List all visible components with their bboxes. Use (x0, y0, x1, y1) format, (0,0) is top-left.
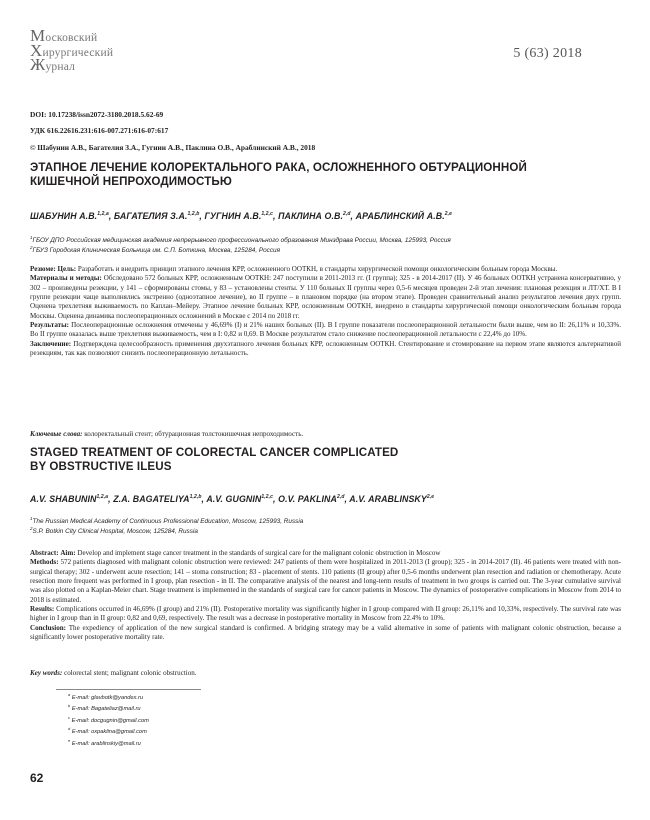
udk: УДК 616.22616.231:616-007.271:616-07:617 (30, 126, 169, 135)
abstract-ru (30, 265, 621, 358)
journal-logo (30, 26, 180, 82)
authors-en: A.V. SHABUNIN$^{1,2,a}$, Z.A. BAGATELIYA$^{1,2,b}$, A.V. GUGNIN$^{1,2,c}$, O.V. PAKLINA$^{2,d}$, A.V. ARABLINSKY$^{2,e}$ (30, 494, 435, 504)
author: Z.A. BAGATELIYA$^{1,2,b}$ (113, 494, 202, 504)
author: АРАБЛИНСКИЙ А.В.$^{2,e}$ (355, 211, 453, 221)
footnote-email: $^a$ E-mail: glavbotk@yandex.ru (68, 692, 144, 701)
footnotes (68, 691, 149, 748)
author: A.V. GUGNIN$^{1,2,c}$ (206, 494, 273, 504)
abstract-methods: Материалы и методы: Обследовано 572 больных КРР, осложненным ООТКН: 247 поступили в 2011-2013 гг. (I группа); 325 - в 2014-2017 (II). У 46 больных ООТКН устранена консервативно, у 302 – произведены резекции, у 141 – сформированы стомы, у 83 – установлены стенты. У 110 больных II группы через 0,5-6 месяцев проведен 2-й этап лечения: плановая резекция и ЛТ/ХТ. В I группе резекции чаще выполнялись экстренно (одноэтапное лечение), во II группе – в плановом порядке (на втором этапе). Проведен сравнительный анализ результатов лечения двух групп. Оценена трехлетняя выживаемость по Каплан–Мейеру. Этапное лечение больных КРР, осложненным ООТКН, внедрено в стандарты хирургической помощи онкологическим больным города Москвы. Оценена динамика послеоперационных осложнений в Москве с 2014 по 2018 гг. (30, 274, 622, 320)
article-title-ru: ЭТАПНОЕ ЛЕЧЕНИЕ КОЛОРЕКТАЛЬНОГО РАКА, ОСЛОЖНЕННОГО ОБТУРАЦИОННОЙ КИШЕЧНОЙ НЕПРОХОДИМОСТЬЮ (30, 161, 527, 188)
keywords-ru: Ключевые слова: колоректальный стент; обтурационная толстокишечная непроходимость. (30, 430, 304, 438)
footnote-email: $^c$ E-mail: docgugnin@gmail.com (68, 714, 149, 724)
author: ГУГНИН А.В.$^{1,2,c}$ (204, 211, 274, 221)
abstract-aim: Резюме: Цель: Разработать и внедрить принцип этапного лечения КРР, осложненного ООТКН, в стандарты хирургической помощи онкологическим больным города Москвы. (30, 265, 558, 273)
author: O.V. PAKLINA$^{2,d}$ (278, 494, 345, 504)
logo-line: Московский (30, 26, 98, 45)
footnote-email: $^d$ E-mail: oxpaklina@gmail.com (68, 726, 147, 736)
footnote-email: $^e$ E-mail: arablinskiy@mail.ru (68, 737, 141, 747)
authors-ru: ШАБУНИН А.В.$^{1,2,a}$, БАГАТЕЛИЯ З.А.$^{1,2,b}$, ГУГНИН А.В.$^{1,2,c}$, ПАКЛИНА О.В.$^{2,d}$, АРАБЛИНСКИЙ А.В.$^{2,e}$ (30, 211, 453, 221)
abstract-conclusion: Conclusion: The expediency of application of the new surgical standard is confirmed. A bridging strategy may be a valid alternative in some of patients with malignant colonic obstruction, because a significantly lower postoperative mortality rate. (30, 623, 621, 642)
abstract-results: Results: Complications occurred in 46,69% (I group) and 21% (II). Postoperative mortality was significantly higher in I group compared with II group: 26,11% and 10,33%, respectively. The survival rate was higher in I group than in II group: 0,82 and 0,69, respectively. The result was a decrease in postoperative mortality in Moscow from 22.4% to 10%. (30, 605, 621, 623)
copyright: © Шабунин А.В., Багателия З.А., Гугнин А.В., Паклина О.В., Араблинский А.В., 2018 (30, 143, 316, 152)
author: A.V. SHABUNIN$^{1,2,a}$ (30, 494, 109, 504)
abstract-results: Результаты: Послеоперационные осложнения отмечены у 46,69% (I) и 21% наших больных (II). В I группе показатели послеоперационной летальности были выше, чем во II: 26,11% и 10,33%. Во II группе оказалась выше трехлетняя выживаемость, чем в I: 0,82 и 0,69. В Москве результатом стало снижение послеоперационной летальности с 22,4% до 10%. (30, 321, 621, 339)
affiliation: $^1$The Russian Medical Academy of Continuous Professional Education, Moscow, 125993, Russia (30, 516, 304, 526)
logo-line: Хирургический (30, 40, 114, 60)
affiliation: $^2$ГБУЗ Городская Клиническая Больница им. С.П. Боткина, Москва, 125284, Россия (30, 245, 280, 255)
author: A.V. ARABLINSKY$^{2,e}$ (349, 494, 435, 504)
keywords-en: Key words: colorectal stent; malignant colonic obstruction. (30, 669, 197, 677)
abstract-aim: Abstract: Aim: Develop and implement stage cancer treatment in the standards of surgical care for the malignant colonic obstruction in Moscow (30, 549, 441, 557)
author: ШАБУНИН А.В.$^{1,2,a}$ (30, 211, 109, 221)
abstract-methods: Methods: 572 patients diagnosed with malignant colonic obstruction were reviewed: 247 patients of them were hospitalized in 2011-2013 (I group); 325 - in 2014-2017 (II). 46 patients were treated with non-surgical therapy; 302 - underwent acute resection; 141 – stoma construction; 83 - placement of stents. 110 patients (II group) after 0,5-6 months underwent plan resection and radiation or chemotherapy. Acute resection more frequent was performed in I group, plan resection - in II. The comparative analysis of the nearest and long-term results of treatment in two groups is carried out. The 3-year cumulative survival was also plotted on a Kaplan-Meier chart. Stage treatment is implemented in the standards of surgical care for cancer patients in Moscow. The dynamics of postoperative complications in Moscow from 2014 to 2018 is estimated. (30, 558, 621, 604)
affiliation: $^1$ГБОУ ДПО Российская медицинская академия непрерывного профессионального образования Минздрава России, Москва, 125993, Россия (30, 235, 451, 245)
author: БАГАТЕЛИЯ З.А.$^{1,2,b}$ (113, 211, 200, 221)
author: ПАКЛИНА О.В.$^{2,d}$ (278, 211, 351, 221)
footnote-divider (56, 689, 201, 690)
abstract-en (30, 549, 621, 642)
footnote-email: $^b$ E-mail: Bagateliaz@mail.ru (68, 703, 141, 713)
affiliation: $^2$S.P. Botkin City Clinical Hospital, Moscow, 125284, Russia (30, 526, 198, 536)
page-number: 62 (30, 771, 44, 785)
article-title-en: STAGED TREATMENT OF COLORECTAL CANCER COMPLICATED BY OBSTRUCTIVE ILEUS (30, 446, 399, 473)
issue-number: 5 (63) 2018 (513, 46, 582, 61)
doi: DOI: 10.17238/issn2072-3180.2018.5.62-69 (30, 110, 164, 119)
abstract-conclusion: Заключение: Подтверждена целесообразность применения двухэтапного лечения больных КРР, осложненным ООТКН. Стентирование и стомирование на первом этапе являются альтернативой резекциям, так как позволяют снизить послеоперационную летальность. (30, 339, 621, 358)
logo-line: Журнал (30, 55, 76, 75)
